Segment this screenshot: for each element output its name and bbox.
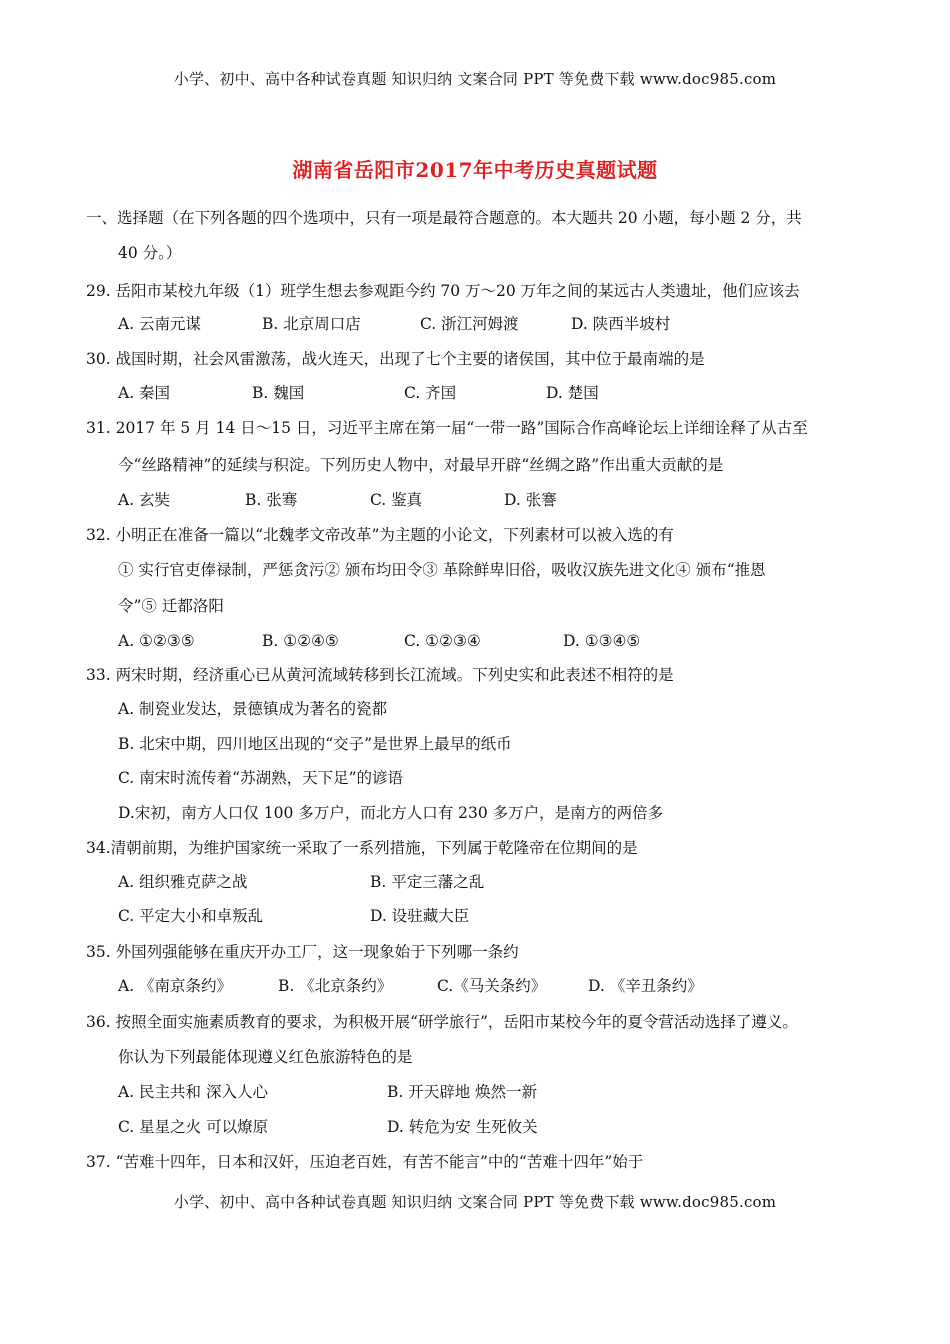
q34-option-b: B. 平定三藩之乱 [370, 873, 485, 891]
q31-option-d: D. 张謇 [504, 491, 557, 509]
q35-stem: 35. 外国列强能够在重庆开办工厂，这一现象始于下列哪一条约 [86, 943, 519, 961]
q30-option-d: D. 楚国 [546, 384, 599, 402]
q31-stem-line2: 今“丝路精神”的延续与积淀。下列历史人物中，对最早开辟“丝绸之路”作出重大贡献的是 [118, 456, 724, 474]
q32-items-line2: 令”⑤ 迁都洛阳 [118, 597, 224, 615]
page-title: 湖南省岳阳市2017年中考历史真题试题 [292, 158, 658, 182]
page-footer: 小学、初中、高中各种试卷真题 知识归纳 文案合同 PPT 等免费下载 www.doc985.com [173, 1193, 777, 1211]
q29-option-a: A. 云南元谋 [118, 315, 202, 333]
q30-option-b: B. 魏国 [252, 384, 305, 402]
q36-option-a: A. 民主共和 深入人心 [118, 1083, 268, 1101]
q32-option-a: A. ①②③⑤ [118, 632, 195, 650]
q30-stem: 30. 战国时期，社会风雷激荡，战火连天，出现了七个主要的诸侯国，其中位于最南端的是 [86, 350, 705, 368]
q34-option-d: D. 设驻藏大臣 [370, 907, 470, 925]
q36-stem-line1: 36. 按照全面实施素质教育的要求，为积极开展“研学旅行”，岳阳市某校今年的夏令营活动选择了遵义。 [86, 1013, 798, 1031]
q33-option-b: B. 北宋中期，四川地区出现的“交子”是世界上最早的纸币 [118, 735, 512, 753]
page-header: 小学、初中、高中各种试卷真题 知识归纳 文案合同 PPT 等免费下载 www.doc985.com [173, 70, 777, 88]
q34-option-a: A. 组织雅克萨之战 [118, 873, 248, 891]
section-instructions-line2: 40 分。） [118, 244, 182, 262]
q32-option-b: B. ①②④⑤ [262, 632, 339, 650]
q36-option-c: C. 星星之火 可以燎原 [118, 1118, 269, 1136]
q32-items-line1: ① 实行官吏俸禄制，严惩贪污② 颁布均田令③ 革除鲜卑旧俗，吸收汉族先进文化④ 颁布“推恩 [118, 561, 766, 579]
q36-option-d: D. 转危为安 生死攸关 [387, 1118, 538, 1136]
q31-stem-line1: 31. 2017 年 5 月 14 日～15 日，习近平主席在第一届“一带一路”国际合作高峰论坛上详细诠释了从古至 [86, 419, 808, 437]
q31-option-b: B. 张骞 [245, 491, 298, 509]
q29-stem: 29. 岳阳市某校九年级（1）班学生想去参观距今约 70 万～20 万年之间的某远古人类遗址，他们应该去 [86, 282, 800, 300]
q35-option-b: B. 《北京条约》 [278, 977, 393, 995]
q29-option-c: C. 浙江河姆渡 [420, 315, 519, 333]
q29-option-b: B. 北京周口店 [262, 315, 361, 333]
q32-option-d: D. ①③④⑤ [563, 632, 641, 650]
q31-option-c: C. 鉴真 [370, 491, 423, 509]
q37-stem: 37. “苦难十四年，日本和汉奸，压迫老百姓，有苦不能言”中的“苦难十四年”始于 [86, 1153, 644, 1171]
q34-stem: 34.清朝前期，为维护国家统一采取了一系列措施，下列属于乾隆帝在位期间的是 [86, 839, 638, 857]
q33-option-a: A. 制瓷业发达，景德镇成为著名的瓷都 [118, 700, 388, 718]
q29-option-d: D. 陕西半坡村 [571, 315, 671, 333]
q33-option-c: C. 南宋时流传着“苏湖熟，天下足”的谚语 [118, 769, 404, 787]
q33-stem: 33. 两宋时期，经济重心已从黄河流域转移到长江流域。下列史实和此表述不相符的是 [86, 666, 674, 684]
q36-stem-line2: 你认为下列最能体现遵义红色旅游特色的是 [118, 1048, 413, 1066]
section-instructions-line1: 一、选择题（在下列各题的四个选项中，只有一项是最符合题意的。本大题共 20 小题，每小题 2 分，共 [86, 209, 802, 227]
q34-option-c: C. 平定大小和卓叛乱 [118, 907, 264, 925]
q32-stem: 32. 小明正在准备一篇以“北魏孝文帝改革”为主题的小论文，下列素材可以被入选的有 [86, 526, 674, 544]
q33-option-d: D.宋初，南方人口仅 100 多万户，而北方人口有 230 多万户，是南方的两倍多 [118, 804, 664, 822]
q36-option-b: B. 开天辟地 焕然一新 [387, 1083, 538, 1101]
q31-option-a: A. 玄奘 [118, 491, 171, 509]
q30-option-a: A. 秦国 [118, 384, 171, 402]
q35-option-c: C.《马关条约》 [437, 977, 547, 995]
q30-option-c: C. 齐国 [404, 384, 457, 402]
q35-option-a: A. 《南京条约》 [118, 977, 233, 995]
q32-option-c: C. ①②③④ [404, 632, 481, 650]
q35-option-d: D. 《辛丑条约》 [588, 977, 703, 995]
